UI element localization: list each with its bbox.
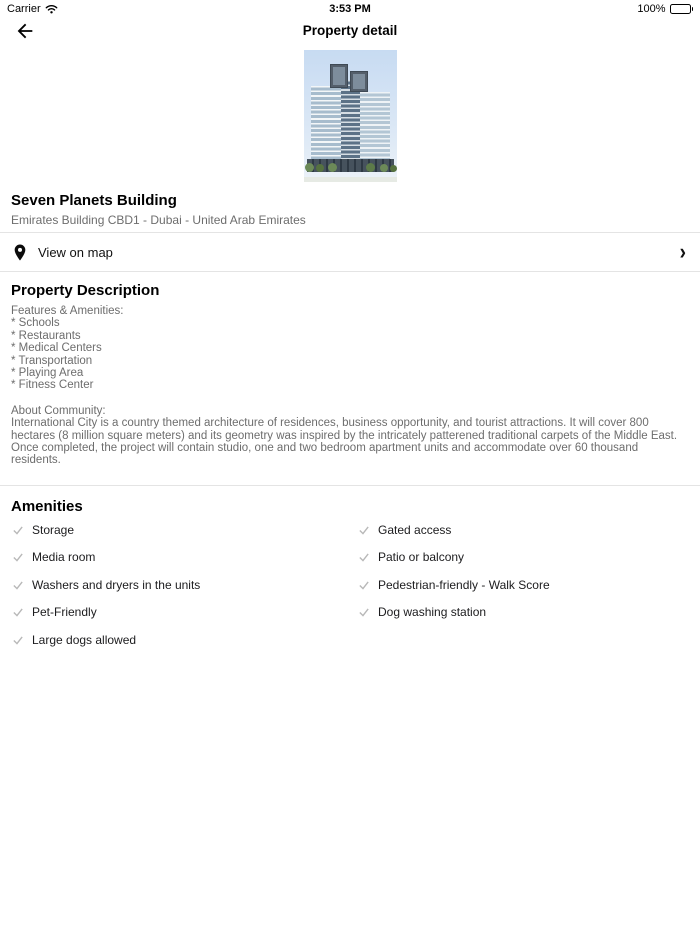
feature-line: Features & Amenities: xyxy=(11,305,124,317)
photo-crown-shape xyxy=(330,64,348,88)
amenity-label: Dog washing station xyxy=(378,605,487,620)
amenities-column-right xyxy=(358,516,700,654)
amenity-item xyxy=(12,516,358,544)
amenity-label: Large dogs allowed xyxy=(32,632,137,647)
amenity-label: Patio or balcony xyxy=(378,550,465,565)
amenity-item xyxy=(358,543,700,571)
feature-line: * Playing Area xyxy=(11,367,84,380)
view-on-map-label: View on map xyxy=(38,244,113,260)
amenity-item xyxy=(12,626,358,654)
feature-line: * Fitness Center xyxy=(11,379,94,392)
feature-line: * Medical Centers xyxy=(11,342,102,355)
amenities-heading: Amenities xyxy=(11,497,83,515)
photo-crown-shape xyxy=(350,71,368,92)
photo-tower-shape xyxy=(357,92,390,168)
amenity-label: Storage xyxy=(32,522,75,537)
photo-ground-shape xyxy=(304,177,397,182)
carrier-label: Carrier xyxy=(7,3,41,15)
view-on-map-row[interactable] xyxy=(0,233,700,271)
photo-landscaping xyxy=(304,163,397,176)
amenity-item xyxy=(358,516,700,544)
property-description-heading: Property Description xyxy=(11,282,160,299)
photo-tower-shape xyxy=(341,80,360,168)
nav-bar xyxy=(0,16,700,46)
features-list xyxy=(11,305,689,392)
amenity-item xyxy=(358,598,700,626)
checkmark-icon xyxy=(358,606,370,618)
checkmark-icon xyxy=(358,551,370,563)
about-community-text: International City is a country themed architecture of residences, business opportunity, and tourist attractions. It will cover 800 hectares (8 million square meters) and its geometry was inspired by the intricately patterened traditional carpets of the Middle East. Once completed, the project will contain studio, one and two bedroom apartment units and accommodate over 60 thousand residents. xyxy=(11,417,678,467)
feature-line: * Schools xyxy=(11,317,60,330)
feature-line: * Restaurants xyxy=(11,329,81,342)
property-description-section xyxy=(0,281,700,467)
checkmark-icon xyxy=(12,606,24,618)
amenity-item xyxy=(358,571,700,599)
about-community-title: About Community: xyxy=(11,404,106,417)
checkmark-icon xyxy=(358,579,370,591)
clock: 3:53 PM xyxy=(329,3,371,15)
amenity-label: Media room xyxy=(32,550,96,565)
checkmark-icon xyxy=(12,551,24,563)
status-bar xyxy=(0,0,700,16)
property-photo[interactable] xyxy=(304,50,397,182)
amenity-label: Pet-Friendly xyxy=(32,605,97,620)
about-community-block xyxy=(11,405,689,467)
amenities-column-left xyxy=(12,516,358,654)
battery-percent-label: 100% xyxy=(637,3,666,15)
amenity-item xyxy=(12,543,358,571)
amenity-item xyxy=(12,598,358,626)
chevron-right-icon: › xyxy=(679,239,686,265)
checkmark-icon xyxy=(12,634,24,646)
amenity-label: Gated access xyxy=(378,522,452,537)
divider xyxy=(0,271,700,272)
checkmark-icon xyxy=(12,524,24,536)
amenity-item xyxy=(12,571,358,599)
amenity-label: Pedestrian-friendly - Walk Score xyxy=(378,577,550,592)
checkmark-icon xyxy=(12,579,24,591)
divider xyxy=(0,485,700,486)
property-name: Seven Planets Building xyxy=(11,192,177,209)
page-title: Property detail xyxy=(302,23,398,38)
photo-tower-shape xyxy=(311,86,344,168)
amenity-label: Washers and dryers in the units xyxy=(32,577,201,592)
feature-line: * Transportation xyxy=(11,354,93,367)
amenities-grid xyxy=(0,516,700,654)
checkmark-icon xyxy=(358,524,370,536)
property-address: Emirates Building CBD1 - Dubai - United Arab Emirates xyxy=(11,213,306,227)
map-pin-icon xyxy=(12,243,28,262)
amenities-section xyxy=(0,497,700,516)
